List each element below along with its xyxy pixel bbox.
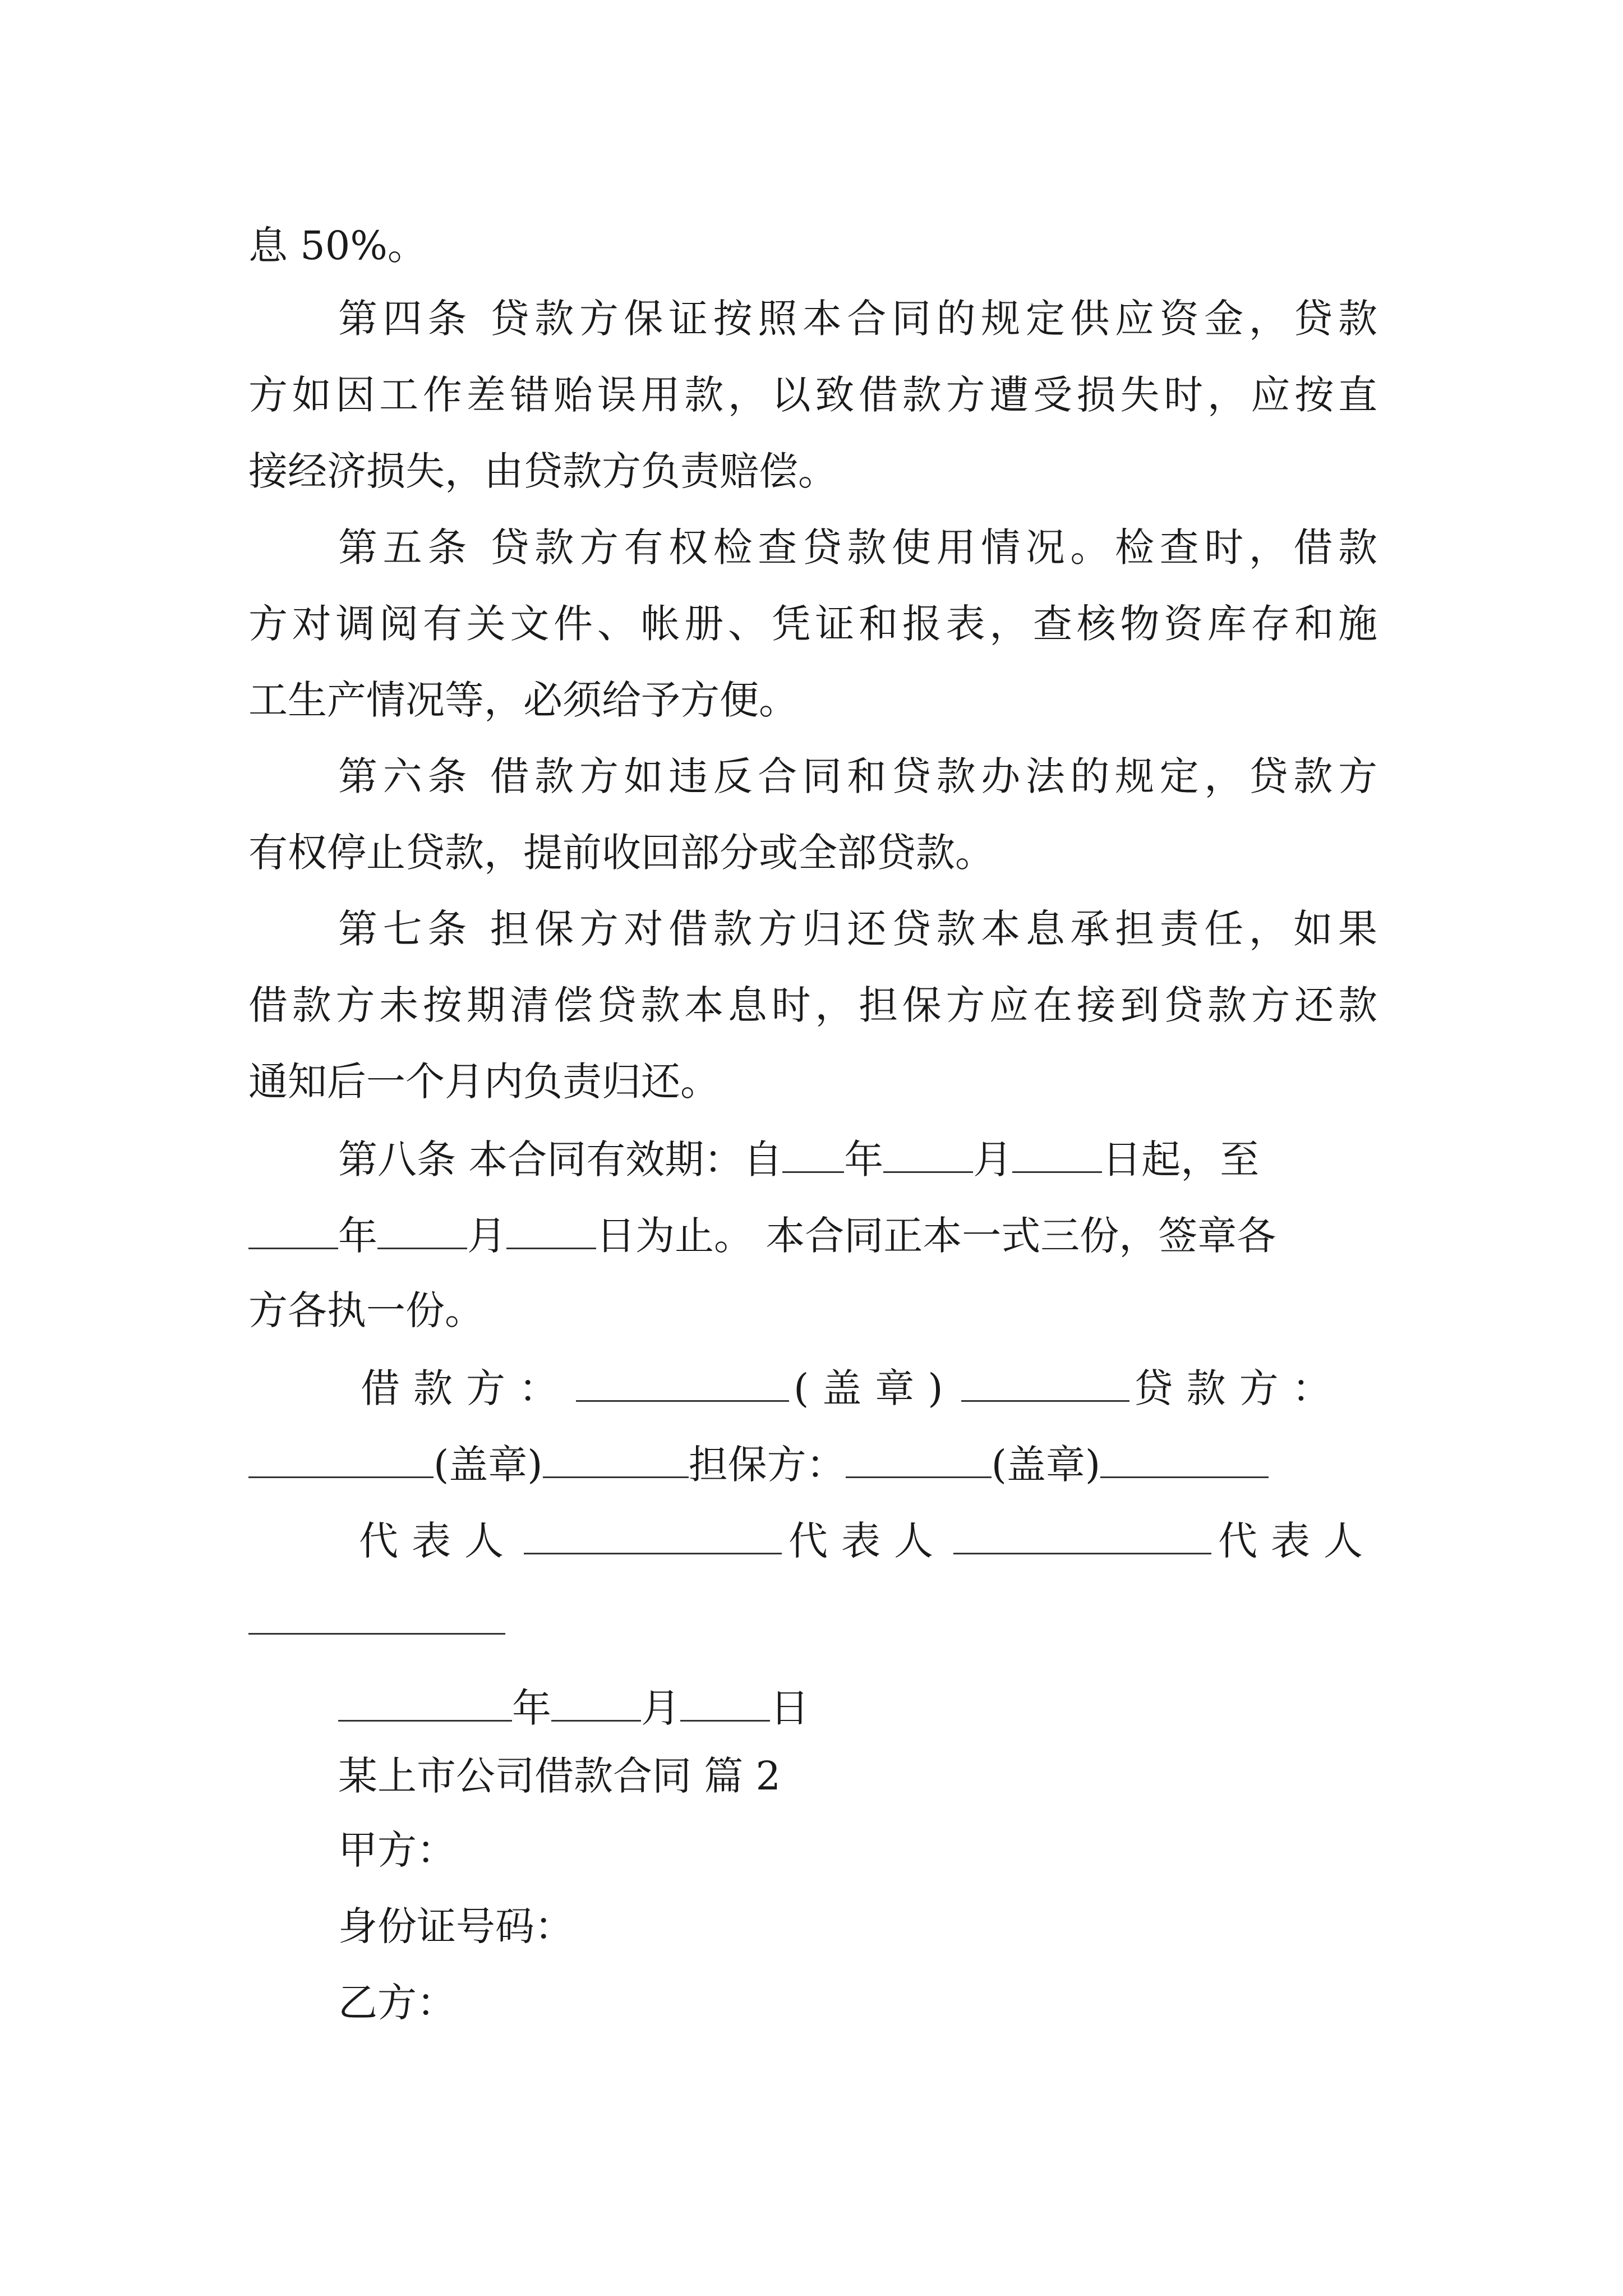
month-label: 月 — [973, 1137, 1013, 1182]
signature-line-1 — [361, 1360, 1377, 1414]
blank-field — [846, 1436, 992, 1478]
paragraph-line: 息 50%。 — [248, 223, 427, 269]
blank-field — [248, 1633, 505, 1635]
representative-label: 代表人 — [789, 1518, 947, 1564]
blank-field — [524, 1512, 782, 1554]
article-6-line-1: 第六条 借款方如违反合同和贷款办法的规定，贷款方 — [338, 753, 1377, 799]
blank-field — [248, 1436, 434, 1478]
blank-field — [338, 1680, 512, 1722]
article-7-line-2: 借款方未按期清偿贷款本息时，担保方应在接到贷款方还款 — [248, 982, 1377, 1028]
blank-field — [953, 1512, 1211, 1554]
blank-field — [377, 1207, 467, 1249]
article-5-line-2: 方对调阅有关文件、帐册、凭证和报表，查核物资库存和施 — [248, 601, 1377, 647]
month-label: 月 — [467, 1213, 506, 1259]
guarantor-label: 担保方： — [688, 1442, 846, 1488]
day-label: 日起，至 — [1102, 1137, 1260, 1182]
year-label: 年 — [338, 1213, 377, 1259]
article-8-line-1 — [338, 1131, 1259, 1185]
article-7-line-1: 第七条 担保方对借款方归还贷款本息承担责任，如果 — [338, 906, 1377, 952]
article-5-line-1: 第五条 贷款方有权检查贷款使用情况。检查时，借款 — [338, 524, 1377, 570]
date-line — [338, 1680, 809, 1733]
day-label: 日 — [770, 1685, 809, 1731]
seal-label: (盖章) — [434, 1442, 543, 1488]
blank-field — [576, 1360, 789, 1402]
article-4-line-2: 方如因工作差错贻误用款，以致借款方遭受损失时，应按直 — [248, 372, 1377, 418]
seal-label: (盖章) — [794, 1365, 957, 1411]
representative-label: 代表人 — [1218, 1518, 1376, 1564]
blank-field — [543, 1436, 689, 1478]
blank-field — [248, 1207, 338, 1249]
signature-line-2 — [248, 1436, 1269, 1490]
blank-field — [1012, 1131, 1102, 1173]
article-5-line-3: 工生产情况等，必须给予方便。 — [248, 677, 798, 723]
party-a-label: 甲方： — [338, 1827, 456, 1873]
seal-label: (盖章) — [991, 1442, 1101, 1488]
party-b-label: 乙方： — [338, 1980, 456, 2026]
blank-field — [551, 1680, 641, 1722]
blank-field — [961, 1360, 1129, 1402]
signature-line-3 — [359, 1512, 1376, 1566]
article-4-line-3: 接经济损失，由贷款方负责赔偿。 — [248, 448, 837, 494]
day-label: 日为止。 本合同正本一式三份，签章各 — [596, 1213, 1276, 1259]
blank-field — [883, 1131, 973, 1173]
article-8-line-2 — [248, 1207, 1276, 1261]
section-2-title: 某上市公司借款合同 篇 2 — [338, 1753, 781, 1799]
article-7-line-3: 通知后一个月内负责归还。 — [248, 1059, 720, 1105]
blank-field — [782, 1131, 844, 1173]
article-8-line-3: 方各执一份。 — [248, 1287, 484, 1333]
year-label: 年 — [512, 1685, 551, 1731]
representative-label: 代表人 — [359, 1518, 517, 1564]
lender-label: 贷款方： — [1133, 1365, 1345, 1411]
year-label: 年 — [844, 1137, 884, 1182]
month-label: 月 — [641, 1685, 680, 1731]
borrower-label: 借款方： — [361, 1365, 571, 1411]
blank-field — [680, 1680, 770, 1722]
article-8-prefix: 第八条 本合同有效期：自 — [338, 1137, 783, 1182]
blank-field — [1100, 1436, 1269, 1478]
article-4-line-1: 第四条 贷款方保证按照本合同的规定供应资金，贷款 — [338, 296, 1377, 342]
blank-field — [506, 1207, 596, 1249]
id-number-label: 身份证号码： — [338, 1903, 574, 1949]
article-6-line-2: 有权停止贷款，提前收回部分或全部贷款。 — [248, 830, 994, 876]
